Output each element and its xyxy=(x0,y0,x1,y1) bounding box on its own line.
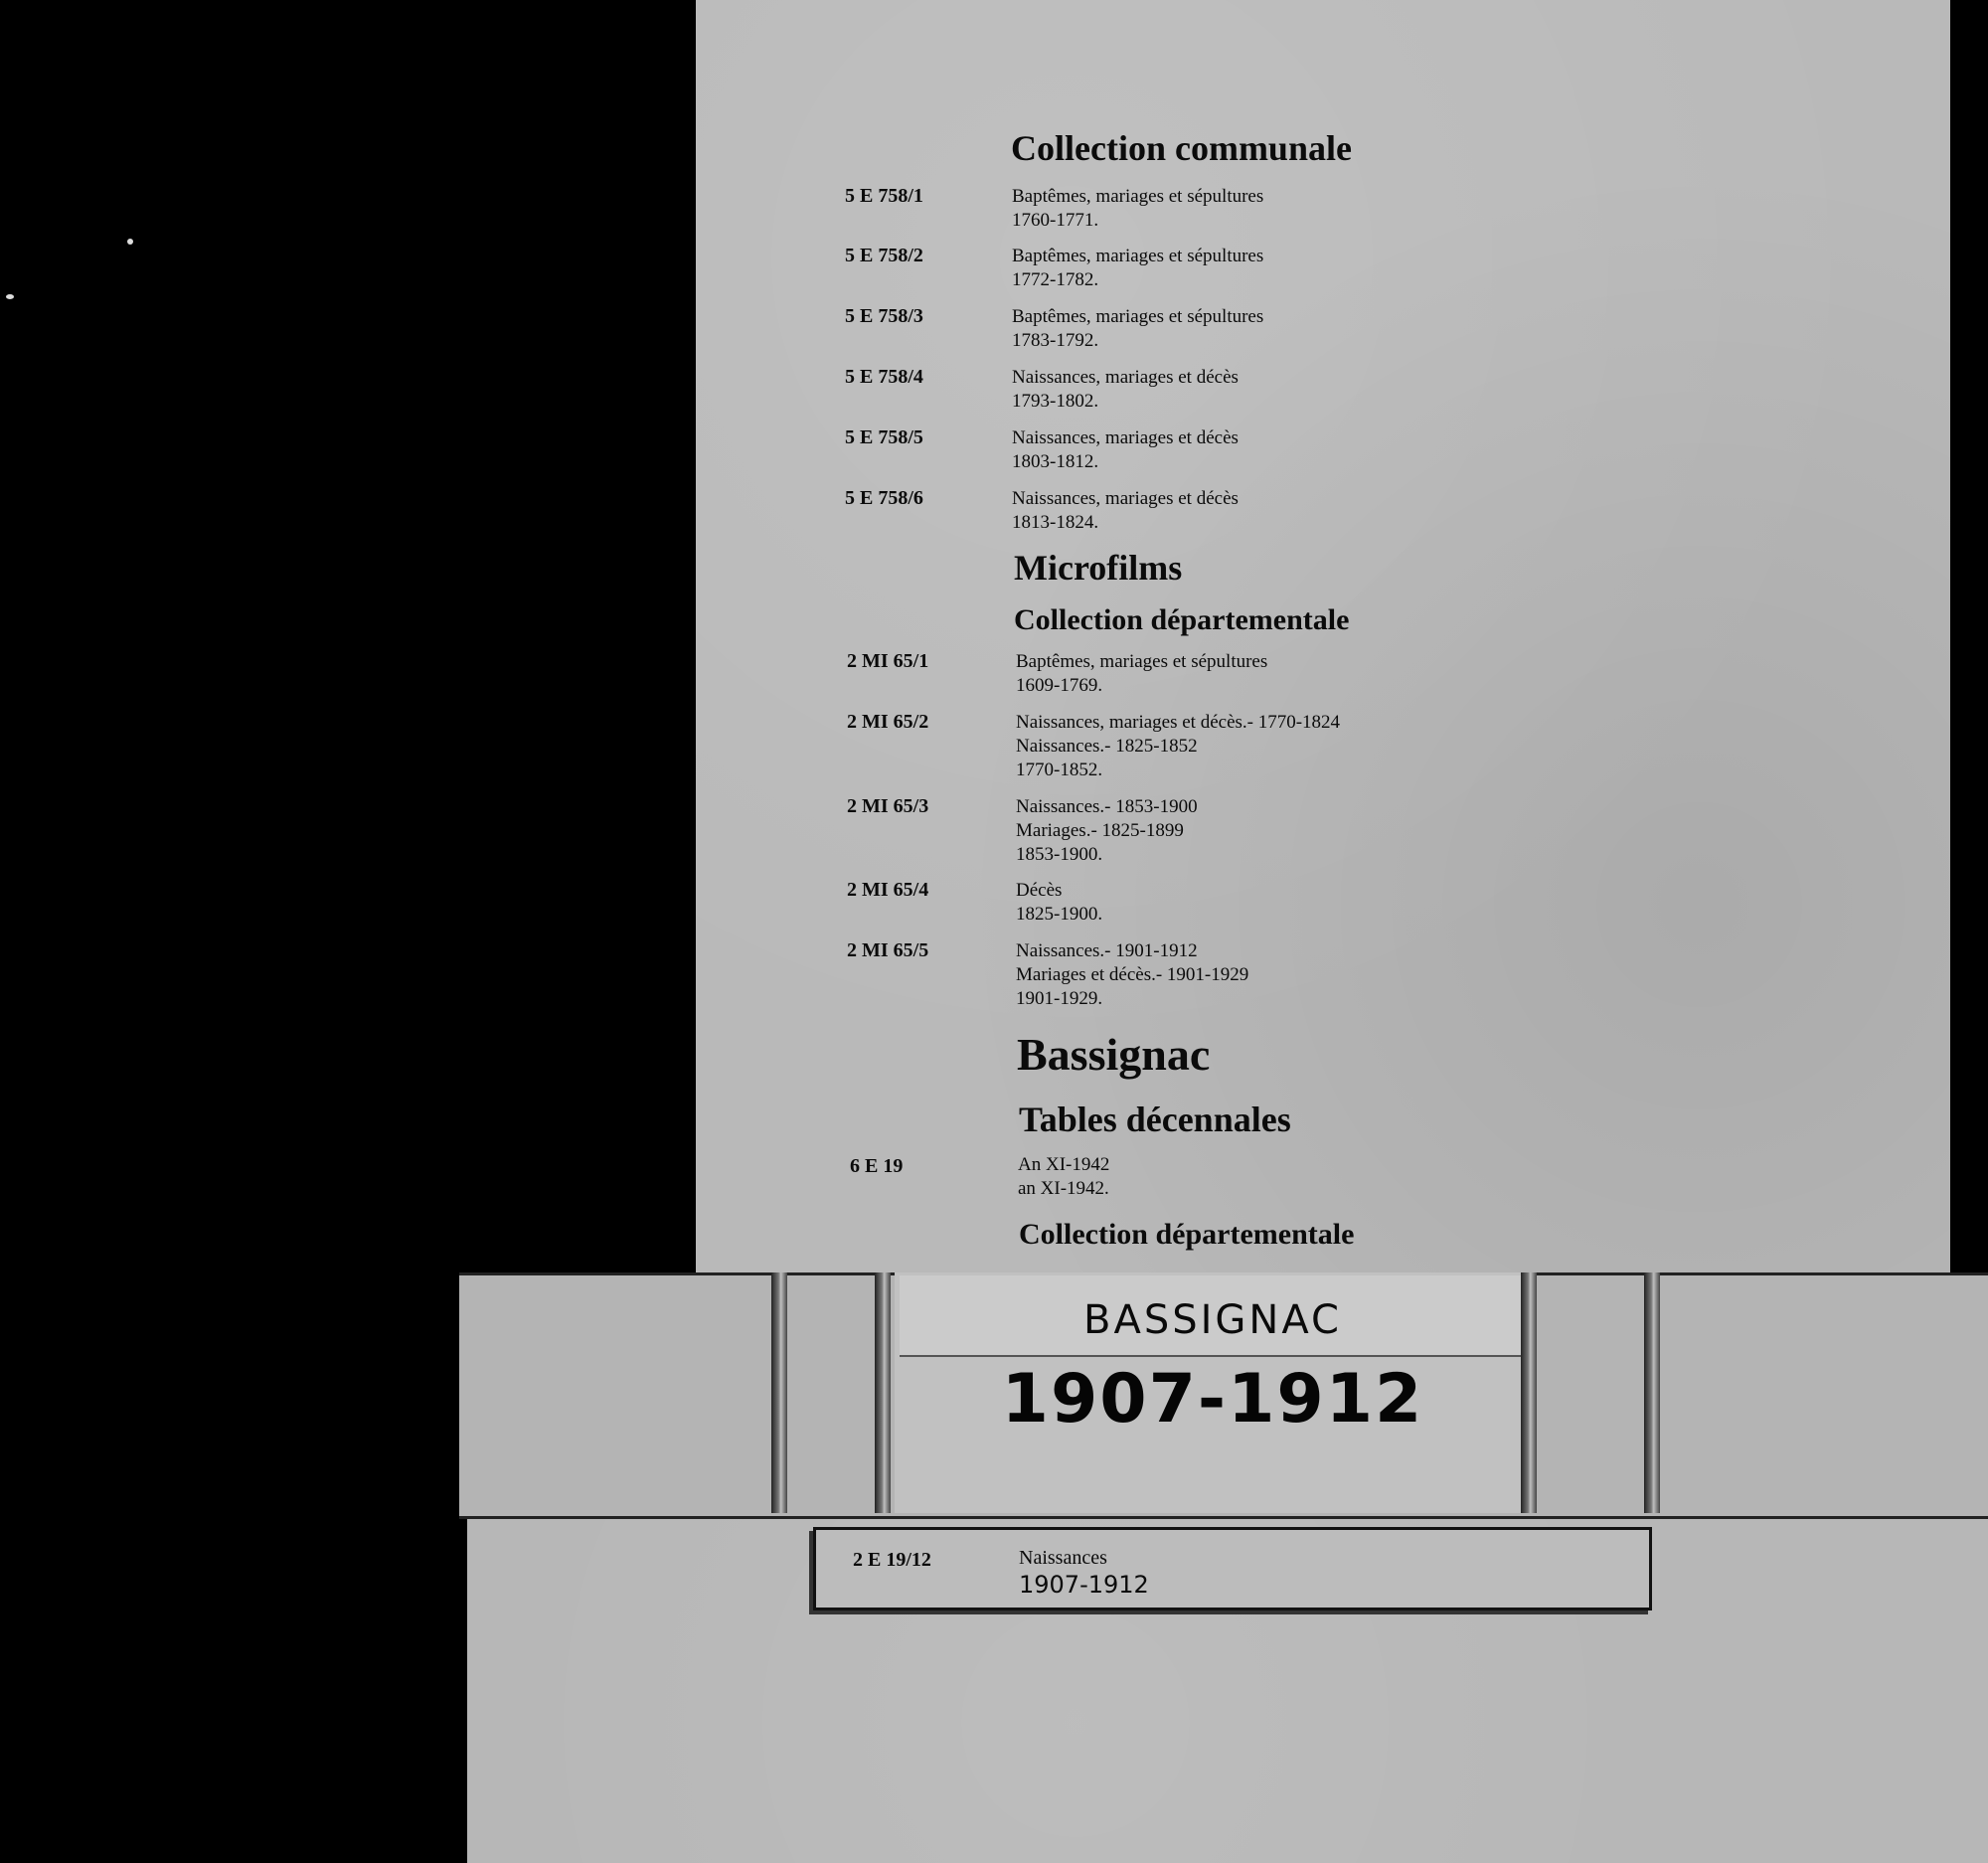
microfilm-label-box xyxy=(813,1527,1652,1610)
entry-ref: 5 E 758/2 xyxy=(845,245,923,266)
entry-desc: Décès 1825-1900. xyxy=(1016,880,1103,925)
entry-desc: Naissances, mariages et décès 1803-1812. xyxy=(1012,427,1239,472)
entry-desc: Naissances.- 1901-1912 Mariages et décès.- 1901-1929 1901-1929. xyxy=(1016,940,1249,1009)
entry-desc: Baptêmes, mariages et sépultures 1609-1769. xyxy=(1016,651,1268,696)
entry-desc: Baptêmes, mariages et sépultures 1772-1782. xyxy=(1012,246,1264,290)
entry-desc: Baptêmes, mariages et sépultures 1783-1792. xyxy=(1012,306,1264,351)
heading-collection-departementale: Collection départementale xyxy=(1014,603,1350,636)
entry-desc: Baptêmes, mariages et sépultures 1760-1771. xyxy=(1012,186,1264,231)
entry-ref: 5 E 758/4 xyxy=(845,366,923,388)
heading-tables-decennales: Tables décennales xyxy=(1019,1100,1291,1139)
entry-ref: 5 E 758/3 xyxy=(845,305,923,327)
entry-ref: 2 MI 65/5 xyxy=(847,939,929,961)
entry-ref: 2 MI 65/2 xyxy=(847,711,929,733)
entry-desc: Naissances, mariages et décès.- 1770-1824 Naissances.- 1825-1852 1770-1852. xyxy=(1016,712,1341,780)
entry-desc: Naissances.- 1853-1900 Mariages.- 1825-1899 1853-1900. xyxy=(1016,796,1198,865)
band-fold xyxy=(875,1272,891,1513)
band-years: 1907-1912 xyxy=(1001,1360,1424,1439)
label-ref: 2 E 19/12 xyxy=(853,1549,931,1571)
dust-speck xyxy=(127,239,133,245)
entry-desc: Naissances, mariages et décès 1793-1802. xyxy=(1012,367,1239,412)
entry-ref: 5 E 758/6 xyxy=(845,487,923,509)
entry-ref: 5 E 758/5 xyxy=(845,426,923,448)
dust-speck xyxy=(6,294,14,299)
heading-town: Bassignac xyxy=(1017,1029,1211,1080)
heading-collection-departementale-2: Collection départementale xyxy=(1019,1218,1355,1251)
band-fold xyxy=(771,1272,787,1513)
label-years: 1907-1912 xyxy=(1019,1571,1149,1599)
entry-ref: 5 E 758/1 xyxy=(845,185,923,207)
label-kind: Naissances xyxy=(1019,1547,1107,1569)
band-fold xyxy=(1644,1272,1660,1513)
entry-ref: 6 E 19 xyxy=(850,1155,904,1177)
heading-collection-communale: Collection communale xyxy=(1011,128,1352,168)
entry-ref: 2 MI 65/3 xyxy=(847,795,929,817)
entry-ref: 2 MI 65/1 xyxy=(847,650,929,672)
heading-microfilms: Microfilms xyxy=(1014,548,1183,588)
band-town-name: BASSIGNAC xyxy=(1083,1297,1342,1343)
entry-desc: Naissances, mariages et décès 1813-1824. xyxy=(1012,488,1239,533)
entry-ref: 2 MI 65/4 xyxy=(847,879,929,901)
entry-desc: An XI-1942 an XI-1942. xyxy=(1018,1154,1110,1199)
